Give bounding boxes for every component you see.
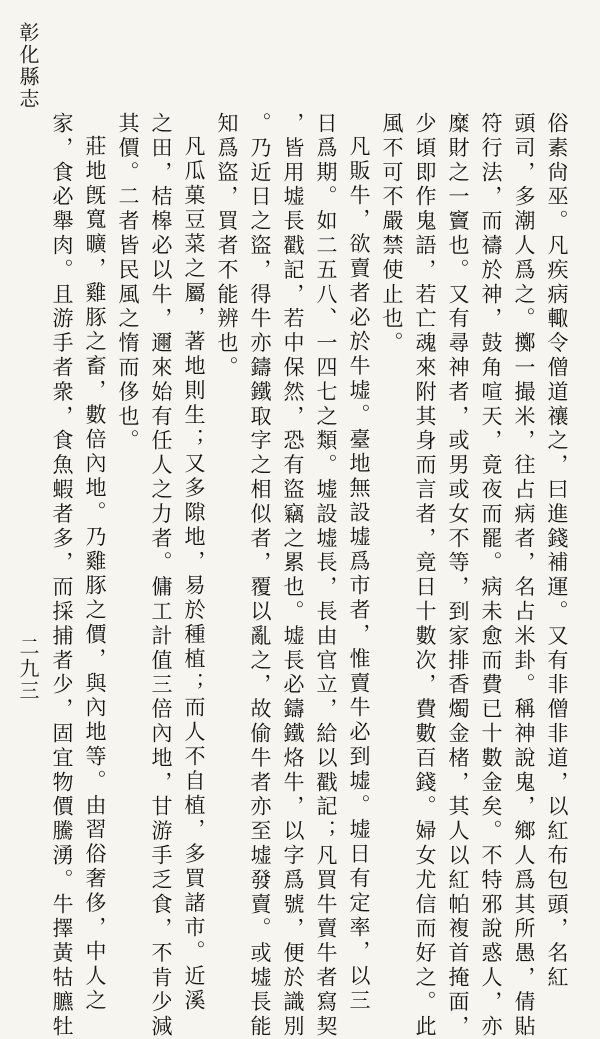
text-column: 凡瓜菓豆菜之屬，著地則生；又多隙地，易於種植；而人不自植，多買諸市。近溪 (182, 135, 206, 1014)
text-column: 俗素尙巫。凡疾病輙令僧道禳之，曰進錢補運。又有非僧非道，以紅布包頭，名紅 (545, 112, 569, 991)
text-column: 知爲盜，買者不能辨也。 (215, 112, 239, 381)
text-column: 風不可不嚴禁使止也。 (380, 112, 404, 356)
text-column: 凡販牛，欲賣者必於牛墟。臺地無設墟爲市者，惟賣牛必到墟。墟日有定率，以三 (347, 135, 371, 1014)
text-column: 頭司，多潮人爲之。擲一撮米，往占病者，名占米卦。稱神說鬼，鄉人爲其所愚，倩貼 (512, 112, 536, 1039)
text-column: ，皆用墟長戳記，若中保然，恐有盜竊之累也。墟長必鑄鐵烙牛，以字爲號，便於識別 (281, 112, 305, 1039)
running-head: 彰化縣志 (16, 22, 40, 110)
text-column: 符行法，而禱於神，鼓角喧天，竟夜而罷。病未愈而費已十數金矣。不特邪說惑人，亦 (479, 112, 503, 1039)
text-column: 少頃即作鬼語，若亡魂來附其身而言者，竟日十數次，費數百錢。婦女尤信而好之。此 (413, 112, 437, 1039)
text-column: 家，食必舉肉。且游手者衆，食魚蝦者多，而採捕者少，固宜物價騰湧。牛擇黃牯臕牡 (50, 112, 74, 1039)
text-column: 莊地旣寬曠，雞豚之畜，數倍內地。乃雞豚之價，與內地等。由習俗奢侈，中人之 (83, 135, 107, 1014)
page-number: 二九三 (16, 636, 40, 702)
text-column: 糜財之一竇也。又有尋神者，或男或女不等，到家排香燭金楮，其人以紅帕複首掩面， (446, 112, 470, 1039)
text-column: 日爲期。如二五八、一四七之類。墟設墟長，長由官立，給以戳記；凡買牛賣牛者寫契 (314, 112, 338, 1039)
text-column: 其價。二者皆民風之惰而侈也。 (116, 112, 140, 454)
text-column: 。乃近日之盜，得牛亦鑄鐵取字之相似者，覆以亂之，故偷牛者亦至墟發賣。或墟長能 (248, 112, 272, 1039)
text-column: 之田，桔槔必以牛，邇來始有任人之力者。傭工計值三倍內地，甘游手乏食，不肯少減 (149, 112, 173, 1039)
